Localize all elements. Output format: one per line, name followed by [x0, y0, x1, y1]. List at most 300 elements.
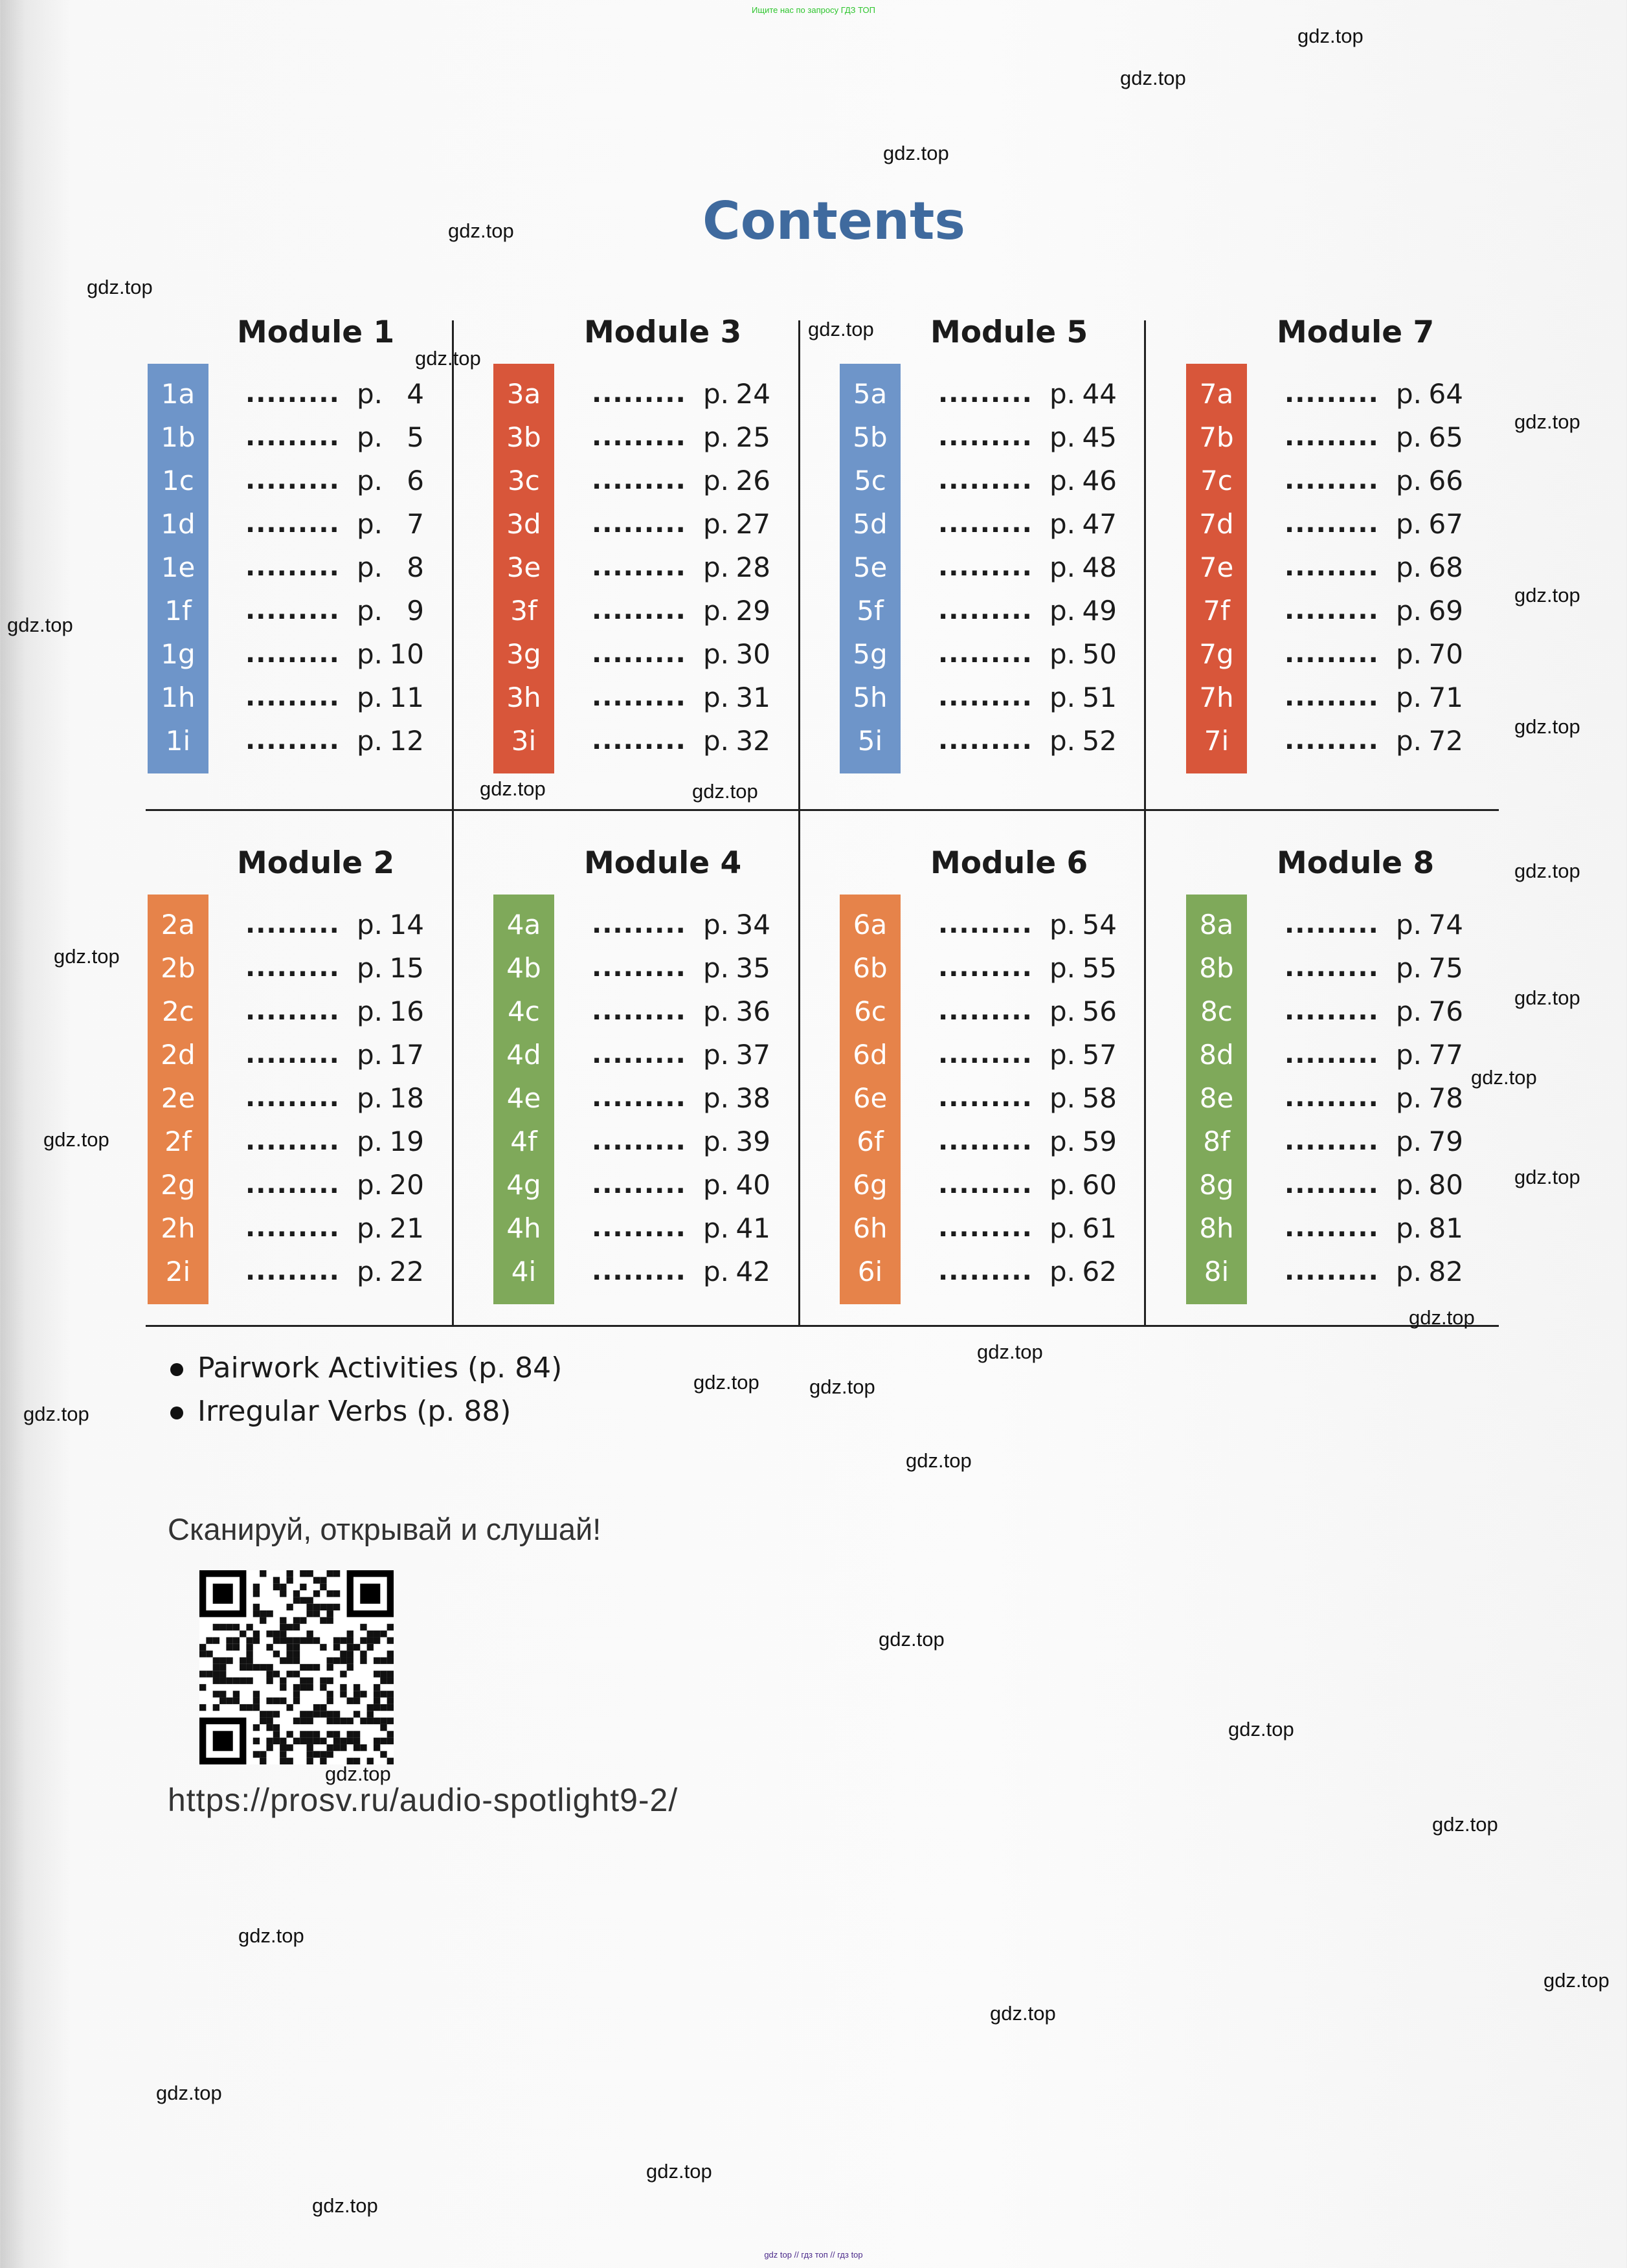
section-row[interactable] — [1185, 946, 1531, 990]
audio-url-link[interactable]: https://prosv.ru/audio-spotlight9-2/ — [168, 1782, 679, 1818]
module-heading: Module 3 — [584, 315, 742, 350]
page-number: 49 — [1082, 595, 1117, 627]
watermark-text: gdz.top — [1471, 1066, 1537, 1089]
section-label: 1d — [161, 508, 196, 540]
leader-dots: ......... — [592, 953, 686, 983]
grid-divider-horizontal — [146, 809, 1499, 811]
page-number: 67 — [1428, 508, 1463, 540]
page-number: 76 — [1428, 995, 1463, 1027]
page-prefix: p. — [1396, 1212, 1422, 1244]
leader-dots: ......... — [938, 1083, 1033, 1113]
leader-dots: ......... — [938, 422, 1033, 452]
extra-link-irregular-verbs[interactable]: Irregular Verbs (p. 88) — [170, 1395, 511, 1428]
section-label: 4i — [511, 1256, 537, 1287]
watermark-text: gdz.top — [879, 1628, 945, 1651]
page-prefix: p. — [1049, 995, 1076, 1027]
section-label: 6e — [853, 1082, 888, 1114]
section-row[interactable] — [492, 546, 838, 589]
leader-dots: ......... — [938, 726, 1033, 755]
section-row[interactable] — [838, 946, 1185, 990]
section-label: 4e — [506, 1082, 541, 1114]
section-row[interactable] — [838, 1120, 1185, 1163]
page-number: 55 — [1082, 952, 1117, 984]
page-number: 74 — [1428, 909, 1463, 940]
page-number: 6 — [407, 465, 424, 496]
section-row[interactable] — [146, 990, 492, 1033]
section-row[interactable] — [492, 719, 838, 762]
watermark-text: gdz.top — [1543, 1969, 1610, 1992]
section-label: 2h — [161, 1212, 196, 1244]
section-row[interactable] — [492, 502, 838, 546]
leader-dots: ......... — [938, 379, 1033, 408]
leader-dots: ......... — [1285, 379, 1379, 408]
page-prefix: p. — [357, 638, 383, 670]
page-prefix: p. — [1049, 638, 1076, 670]
page-number: 40 — [735, 1169, 770, 1201]
page-number: 5 — [407, 421, 424, 453]
section-label: 5c — [854, 465, 886, 496]
section-row[interactable] — [146, 946, 492, 990]
section-label: 4g — [506, 1169, 541, 1201]
section-label: 7d — [1199, 508, 1234, 540]
section-label: 7c — [1200, 465, 1233, 496]
section-row[interactable] — [146, 1206, 492, 1250]
section-label: 6i — [857, 1256, 883, 1287]
section-label: 3f — [510, 595, 537, 627]
section-row[interactable] — [492, 459, 838, 502]
page-title: Contents — [702, 191, 965, 251]
watermark-text: gdz.top — [693, 1371, 759, 1394]
section-row[interactable] — [492, 1076, 838, 1120]
page-prefix: p. — [357, 508, 383, 540]
page-prefix: p. — [1049, 909, 1076, 940]
qr-code[interactable] — [199, 1570, 394, 1764]
leader-dots: ......... — [1285, 465, 1379, 495]
leader-dots: ......... — [245, 909, 340, 939]
section-label: 2a — [161, 909, 196, 940]
page-prefix: p. — [703, 995, 730, 1027]
section-label: 2g — [161, 1169, 196, 1201]
section-row[interactable] — [838, 546, 1185, 589]
section-row[interactable] — [838, 416, 1185, 459]
section-label: 6h — [853, 1212, 888, 1244]
page-prefix: p. — [357, 421, 383, 453]
section-row[interactable] — [146, 502, 492, 546]
section-label: 2b — [161, 952, 196, 984]
page-prefix: p. — [357, 1082, 383, 1114]
section-row[interactable] — [838, 1076, 1185, 1120]
section-row[interactable] — [146, 1163, 492, 1206]
page-number: 65 — [1428, 421, 1463, 453]
section-row[interactable] — [492, 1120, 838, 1163]
watermark-text: gdz.top — [23, 1403, 89, 1425]
section-row[interactable] — [838, 990, 1185, 1033]
page-number: 57 — [1082, 1039, 1117, 1071]
section-label: 3d — [506, 508, 541, 540]
watermark-text: gdz.top — [480, 777, 546, 800]
section-label: 1c — [162, 465, 194, 496]
leader-dots: ......... — [1285, 422, 1379, 452]
section-row[interactable] — [838, 459, 1185, 502]
page-number: 60 — [1082, 1169, 1117, 1201]
section-row[interactable] — [146, 546, 492, 589]
section-row[interactable] — [492, 1250, 838, 1293]
watermark-text: gdz.top — [87, 276, 153, 298]
page-prefix: p. — [1049, 952, 1076, 984]
page-prefix: p. — [1396, 1126, 1422, 1157]
section-label: 1i — [165, 725, 191, 757]
page-number: 7 — [407, 508, 424, 540]
leader-dots: ......... — [938, 996, 1033, 1026]
section-label: 1b — [161, 421, 196, 453]
page-number: 71 — [1428, 682, 1463, 713]
page-number: 14 — [389, 909, 424, 940]
section-row[interactable] — [1185, 990, 1531, 1033]
section-row[interactable] — [1185, 676, 1531, 719]
page-number: 47 — [1082, 508, 1117, 540]
section-row[interactable] — [838, 1163, 1185, 1206]
section-row[interactable] — [1185, 1250, 1531, 1293]
section-row[interactable] — [146, 719, 492, 762]
section-row[interactable] — [838, 1033, 1185, 1076]
module-heading: Module 7 — [1277, 315, 1435, 350]
page-prefix: p. — [357, 682, 383, 713]
page-prefix: p. — [1396, 952, 1422, 984]
section-label: 7a — [1199, 378, 1234, 410]
section-label: 8h — [1199, 1212, 1234, 1244]
section-row[interactable] — [146, 372, 492, 416]
section-row[interactable] — [1185, 1120, 1531, 1163]
page-prefix: p. — [703, 725, 730, 757]
watermark-text: gdz.top — [325, 1762, 391, 1785]
section-label: 4f — [510, 1126, 537, 1157]
leader-dots: ......... — [245, 465, 340, 495]
section-label: 1a — [161, 378, 196, 410]
page-number: 72 — [1428, 725, 1463, 757]
watermark-text: gdz.top — [906, 1449, 972, 1472]
page-number: 22 — [389, 1256, 424, 1287]
page-prefix: p. — [357, 1256, 383, 1287]
leader-dots: ......... — [592, 1213, 686, 1243]
page-number: 51 — [1082, 682, 1117, 713]
leader-dots: ......... — [938, 682, 1033, 712]
watermark-text: gdz.top — [1514, 986, 1580, 1009]
page-number: 54 — [1082, 909, 1117, 940]
leader-dots: ......... — [938, 595, 1033, 625]
leader-dots: ......... — [592, 595, 686, 625]
watermark-text: gdz.top — [1432, 1813, 1498, 1836]
leader-dots: ......... — [592, 422, 686, 452]
section-row[interactable] — [146, 416, 492, 459]
section-label: 5d — [853, 508, 888, 540]
page-number: 56 — [1082, 995, 1117, 1027]
page-number: 35 — [735, 952, 770, 984]
leader-dots: ......... — [1285, 1126, 1379, 1156]
section-row[interactable] — [838, 1250, 1185, 1293]
section-row[interactable] — [838, 589, 1185, 632]
section-label: 3b — [506, 421, 541, 453]
top-search-note: Ищите нас по запросу ГДЗ ТОП — [752, 5, 875, 15]
page-number: 61 — [1082, 1212, 1117, 1244]
section-row[interactable] — [146, 632, 492, 676]
page-number: 18 — [389, 1082, 424, 1114]
leader-dots: ......... — [938, 552, 1033, 582]
page-prefix: p. — [357, 551, 383, 583]
section-label: 6g — [853, 1169, 888, 1201]
page-prefix: p. — [703, 1256, 730, 1287]
page-prefix: p. — [1049, 551, 1076, 583]
page-number: 50 — [1082, 638, 1117, 670]
section-row[interactable] — [492, 676, 838, 719]
leader-dots: ......... — [245, 552, 340, 582]
leader-dots: ......... — [1285, 509, 1379, 539]
page-prefix: p. — [1049, 421, 1076, 453]
leader-dots: ......... — [592, 379, 686, 408]
leader-dots: ......... — [245, 1083, 340, 1113]
page-number: 52 — [1082, 725, 1117, 757]
leader-dots: ......... — [1285, 1083, 1379, 1113]
leader-dots: ......... — [938, 1170, 1033, 1199]
watermark-text: gdz.top — [883, 142, 949, 164]
page-prefix: p. — [357, 909, 383, 940]
page-prefix: p. — [703, 421, 730, 453]
page-number: 26 — [735, 465, 770, 496]
page-prefix: p. — [357, 378, 383, 410]
section-row[interactable] — [492, 1163, 838, 1206]
section-row[interactable] — [1185, 719, 1531, 762]
page-number: 9 — [407, 595, 424, 627]
page-prefix: p. — [1396, 551, 1422, 583]
page-prefix: p. — [357, 952, 383, 984]
leader-dots: ......... — [245, 726, 340, 755]
section-row[interactable] — [838, 903, 1185, 946]
page-number: 37 — [735, 1039, 770, 1071]
page-number: 75 — [1428, 952, 1463, 984]
section-row[interactable] — [492, 589, 838, 632]
section-label: 8f — [1203, 1126, 1230, 1157]
page-prefix: p. — [703, 595, 730, 627]
section-row[interactable] — [1185, 903, 1531, 946]
section-row[interactable] — [492, 372, 838, 416]
scan-prompt: Сканируй, открывай и слушай! — [168, 1512, 601, 1546]
leader-dots: ......... — [938, 465, 1033, 495]
section-row[interactable] — [838, 676, 1185, 719]
section-label: 4h — [506, 1212, 541, 1244]
page-number: 11 — [389, 682, 424, 713]
page-prefix: p. — [1049, 1039, 1076, 1071]
leader-dots: ......... — [245, 509, 340, 539]
page-number: 19 — [389, 1126, 424, 1157]
section-row[interactable] — [492, 416, 838, 459]
watermark-text: gdz.top — [692, 780, 758, 803]
page-prefix: p. — [357, 595, 383, 627]
watermark-text: gdz.top — [808, 318, 874, 340]
watermark-text: gdz.top — [990, 2002, 1056, 2025]
page-number: 44 — [1082, 378, 1117, 410]
leader-dots: ......... — [592, 639, 686, 669]
page-prefix: p. — [357, 1169, 383, 1201]
page-number: 45 — [1082, 421, 1117, 453]
leader-dots: ......... — [1285, 595, 1379, 625]
page-number: 31 — [735, 682, 770, 713]
leader-dots: ......... — [938, 953, 1033, 983]
section-row[interactable] — [1185, 459, 1531, 502]
watermark-text: gdz.top — [238, 1924, 304, 1947]
section-label: 5i — [857, 725, 883, 757]
section-row[interactable] — [492, 946, 838, 990]
module-heading: Module 1 — [237, 315, 395, 350]
section-label: 1f — [164, 595, 192, 627]
page-number: 32 — [735, 725, 770, 757]
page-number: 81 — [1428, 1212, 1463, 1244]
leader-dots: ......... — [938, 1126, 1033, 1156]
watermark-text: gdz.top — [7, 614, 73, 636]
page-prefix: p. — [357, 1039, 383, 1071]
leader-dots: ......... — [592, 726, 686, 755]
leader-dots: ......... — [1285, 953, 1379, 983]
section-label: 4b — [506, 952, 541, 984]
section-row[interactable] — [146, 459, 492, 502]
section-row[interactable] — [1185, 372, 1531, 416]
page-number: 24 — [735, 378, 770, 410]
section-row[interactable] — [146, 1250, 492, 1293]
section-row[interactable] — [146, 1033, 492, 1076]
section-label: 6f — [857, 1126, 884, 1157]
leader-dots: ......... — [592, 1083, 686, 1113]
page-prefix: p. — [1396, 1256, 1422, 1287]
page-prefix: p. — [703, 1169, 730, 1201]
section-row[interactable] — [838, 372, 1185, 416]
leader-dots: ......... — [1285, 996, 1379, 1026]
section-row[interactable] — [146, 1076, 492, 1120]
page-number: 16 — [389, 995, 424, 1027]
page-number: 78 — [1428, 1082, 1463, 1114]
watermark-text: gdz.top — [54, 945, 120, 968]
page-prefix: p. — [1049, 1212, 1076, 1244]
extra-link-pairwork[interactable]: Pairwork Activities (p. 84) — [170, 1351, 562, 1384]
section-label: 8g — [1199, 1169, 1234, 1201]
watermark-text: gdz.top — [1120, 67, 1186, 89]
page-number: 28 — [735, 551, 770, 583]
module-heading: Module 6 — [930, 845, 1088, 881]
section-row[interactable] — [1185, 546, 1531, 589]
page-prefix: p. — [703, 1039, 730, 1071]
page-prefix: p. — [357, 725, 383, 757]
leader-dots: ......... — [592, 682, 686, 712]
page-prefix: p. — [703, 909, 730, 940]
page-number: 4 — [407, 378, 424, 410]
section-row[interactable] — [492, 632, 838, 676]
leader-dots: ......... — [1285, 1213, 1379, 1243]
leader-dots: ......... — [938, 1256, 1033, 1286]
page-prefix: p. — [703, 465, 730, 496]
section-label: 3c — [508, 465, 540, 496]
page-prefix: p. — [1049, 465, 1076, 496]
section-row[interactable] — [1185, 416, 1531, 459]
leader-dots: ......... — [245, 682, 340, 712]
section-row[interactable] — [146, 903, 492, 946]
section-row[interactable] — [838, 632, 1185, 676]
page-number: 69 — [1428, 595, 1463, 627]
section-row[interactable] — [1185, 632, 1531, 676]
section-row[interactable] — [146, 589, 492, 632]
section-row[interactable] — [492, 1033, 838, 1076]
leader-dots: ......... — [245, 996, 340, 1026]
watermark-text: gdz.top — [1297, 25, 1363, 47]
leader-dots: ......... — [245, 1126, 340, 1156]
page-number: 21 — [389, 1212, 424, 1244]
section-label: 8c — [1200, 995, 1233, 1027]
leader-dots: ......... — [245, 1256, 340, 1286]
page-prefix: p. — [1396, 508, 1422, 540]
leader-dots: ......... — [592, 465, 686, 495]
section-row[interactable] — [1185, 1163, 1531, 1206]
section-label: 6c — [854, 995, 886, 1027]
section-label: 4a — [506, 909, 541, 940]
section-label: 5b — [853, 421, 888, 453]
page-number: 70 — [1428, 638, 1463, 670]
section-label: 6a — [853, 909, 888, 940]
section-row[interactable] — [1185, 502, 1531, 546]
page-number: 38 — [735, 1082, 770, 1114]
leader-dots: ......... — [592, 1170, 686, 1199]
page-number: 25 — [735, 421, 770, 453]
page-prefix: p. — [1049, 1169, 1076, 1201]
section-label: 7f — [1203, 595, 1230, 627]
section-row[interactable] — [1185, 1206, 1531, 1250]
page-prefix: p. — [1396, 682, 1422, 713]
section-label: 2i — [165, 1256, 191, 1287]
section-label: 2d — [161, 1039, 196, 1071]
page-number: 41 — [735, 1212, 770, 1244]
section-label: 7h — [1199, 682, 1234, 713]
leader-dots: ......... — [1285, 1256, 1379, 1286]
section-label: 8b — [1199, 952, 1234, 984]
page-number: 10 — [389, 638, 424, 670]
watermark-text: gdz.top — [646, 2160, 712, 2183]
module-heading: Module 8 — [1277, 845, 1435, 881]
section-row[interactable] — [492, 903, 838, 946]
leader-dots: ......... — [938, 639, 1033, 669]
section-row[interactable] — [838, 1206, 1185, 1250]
section-row[interactable] — [1185, 589, 1531, 632]
section-row[interactable] — [838, 502, 1185, 546]
page-prefix: p. — [1396, 1039, 1422, 1071]
section-label: 5a — [853, 378, 888, 410]
section-row[interactable] — [146, 676, 492, 719]
leader-dots: ......... — [1285, 682, 1379, 712]
page-prefix: p. — [1396, 378, 1422, 410]
section-row[interactable] — [492, 1206, 838, 1250]
section-label: 3g — [506, 638, 541, 670]
section-label: 5g — [853, 638, 888, 670]
page-number: 64 — [1428, 378, 1463, 410]
leader-dots: ......... — [1285, 726, 1379, 755]
section-row[interactable] — [838, 719, 1185, 762]
page-prefix: p. — [1049, 1256, 1076, 1287]
page-number: 8 — [407, 551, 424, 583]
page-prefix: p. — [1049, 508, 1076, 540]
section-row[interactable] — [492, 990, 838, 1033]
section-label: 7g — [1199, 638, 1234, 670]
page-prefix: p. — [1049, 378, 1076, 410]
section-label: 3e — [506, 551, 541, 583]
section-row[interactable] — [146, 1120, 492, 1163]
page-prefix: p. — [703, 1212, 730, 1244]
page-number: 80 — [1428, 1169, 1463, 1201]
leader-dots: ......... — [938, 1040, 1033, 1069]
page-prefix: p. — [357, 1126, 383, 1157]
